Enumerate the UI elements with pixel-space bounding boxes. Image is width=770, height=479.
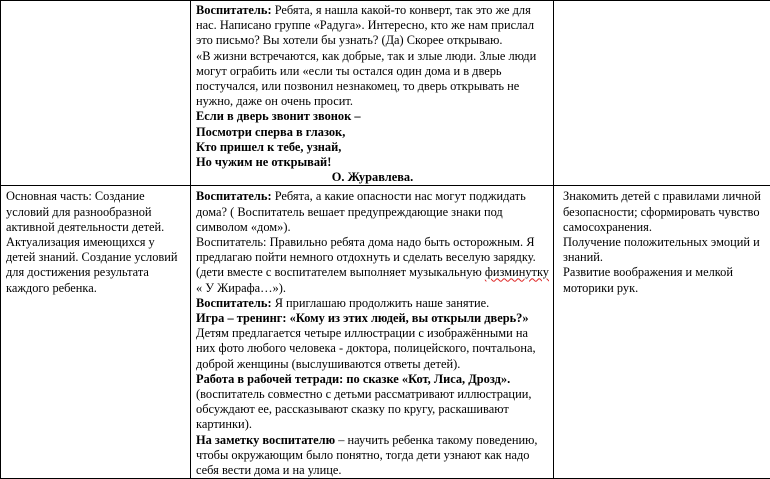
paragraph: На заметку воспитателю – научить ребенка такому поведению, чтобы окружающим было понятно, тогда дети узнают как надо себя вести дома и на улице. [196,433,549,479]
note-label: На заметку воспитателю [196,433,335,447]
poem-line: Кто пришел к тебе, узнай, [196,140,549,155]
table-row [1,1,770,186]
activity-cell [191,186,554,479]
stage-cell [1,186,191,479]
goals-cell-empty [554,1,770,186]
speaker-label: Воспитатель: [196,189,272,203]
letter-text: «В жизни встречаются, как добрые, так и злые люди. Злые люди могут ограбить или «если ты остался один дома и в дверь постучался, или позвонил незнакомец, то дверь открывать не нужно, даже он очень просит. [196,49,549,110]
goal-text: Получение положительных эмоций и знаний. [563,235,770,265]
paragraph: Воспитатель: Я приглашаю продолжить наше занятие. [196,296,549,311]
game-title: Игра – тренинг: «Кому из этих людей, вы открыли дверь?» [196,311,549,326]
paragraph: Воспитатель: Правильно ребята дома надо быть осторожным. Я предлагаю пойти немного отдохнуть и сделать веселую зарядку. (дети вместе с воспитателем выполняет музыкальную физминутку « У Жирафа…»). [196,235,549,296]
paragraph: Воспитатель: Ребята, а какие опасности нас могут поджидать дома? ( Воспитатель вешает предупреждающие знаки под символом «дом»). [196,189,549,235]
stage-cell-empty [1,1,191,186]
goal-text: Знакомить детей с правилами личной безопасности; сформировать чувство самосохранения. [563,189,770,235]
paragraph: (воспитатель совместно с детьми рассматривают иллюстрации, обсуждают ее, рассказывают сказку по кругу, раскашивают картинки). [196,387,549,433]
poem-author: О. Журавлева. [196,170,549,185]
activity-cell [191,1,554,186]
spellcheck-word: физминутку [485,265,549,279]
poem-line: Но чужим не открывай! [196,155,549,170]
paragraph: Воспитатель: Ребята, я нашла какой-то конверт, так это же для нас. Написано группе «Радуга». Интересно, кто же нам прислал это письмо? Вы хотели бы узнать? (Да) Скорее открываю. [196,3,549,49]
workbook-title: Работа в рабочей тетради: по сказке «Кот, Лиса, Дрозд». [196,372,549,387]
goals-cell [554,186,770,479]
speaker-label: Воспитатель: [196,296,272,310]
speaker-label: Воспитатель: [196,3,272,17]
poem-line: Посмотри сперва в глазок, [196,125,549,140]
table-row [1,186,770,479]
paragraph: Детям предлагается четыре иллюстрации с изображёнными на них фото любого человека - доктора, полицейского, почтальона, доброй женщины (выслушиваются ответы детей). [196,326,549,372]
goal-text: Развитие воображения и мелкой моторики рук. [563,265,770,295]
stage-text: Основная часть: Создание условий для разнообразной активной деятельности детей. Актуализация имеющихся у детей знаний. Создание условий для достижения результата каждого ребенка. [6,189,186,295]
poem-line: Если в дверь звонит звонок – [196,109,549,124]
